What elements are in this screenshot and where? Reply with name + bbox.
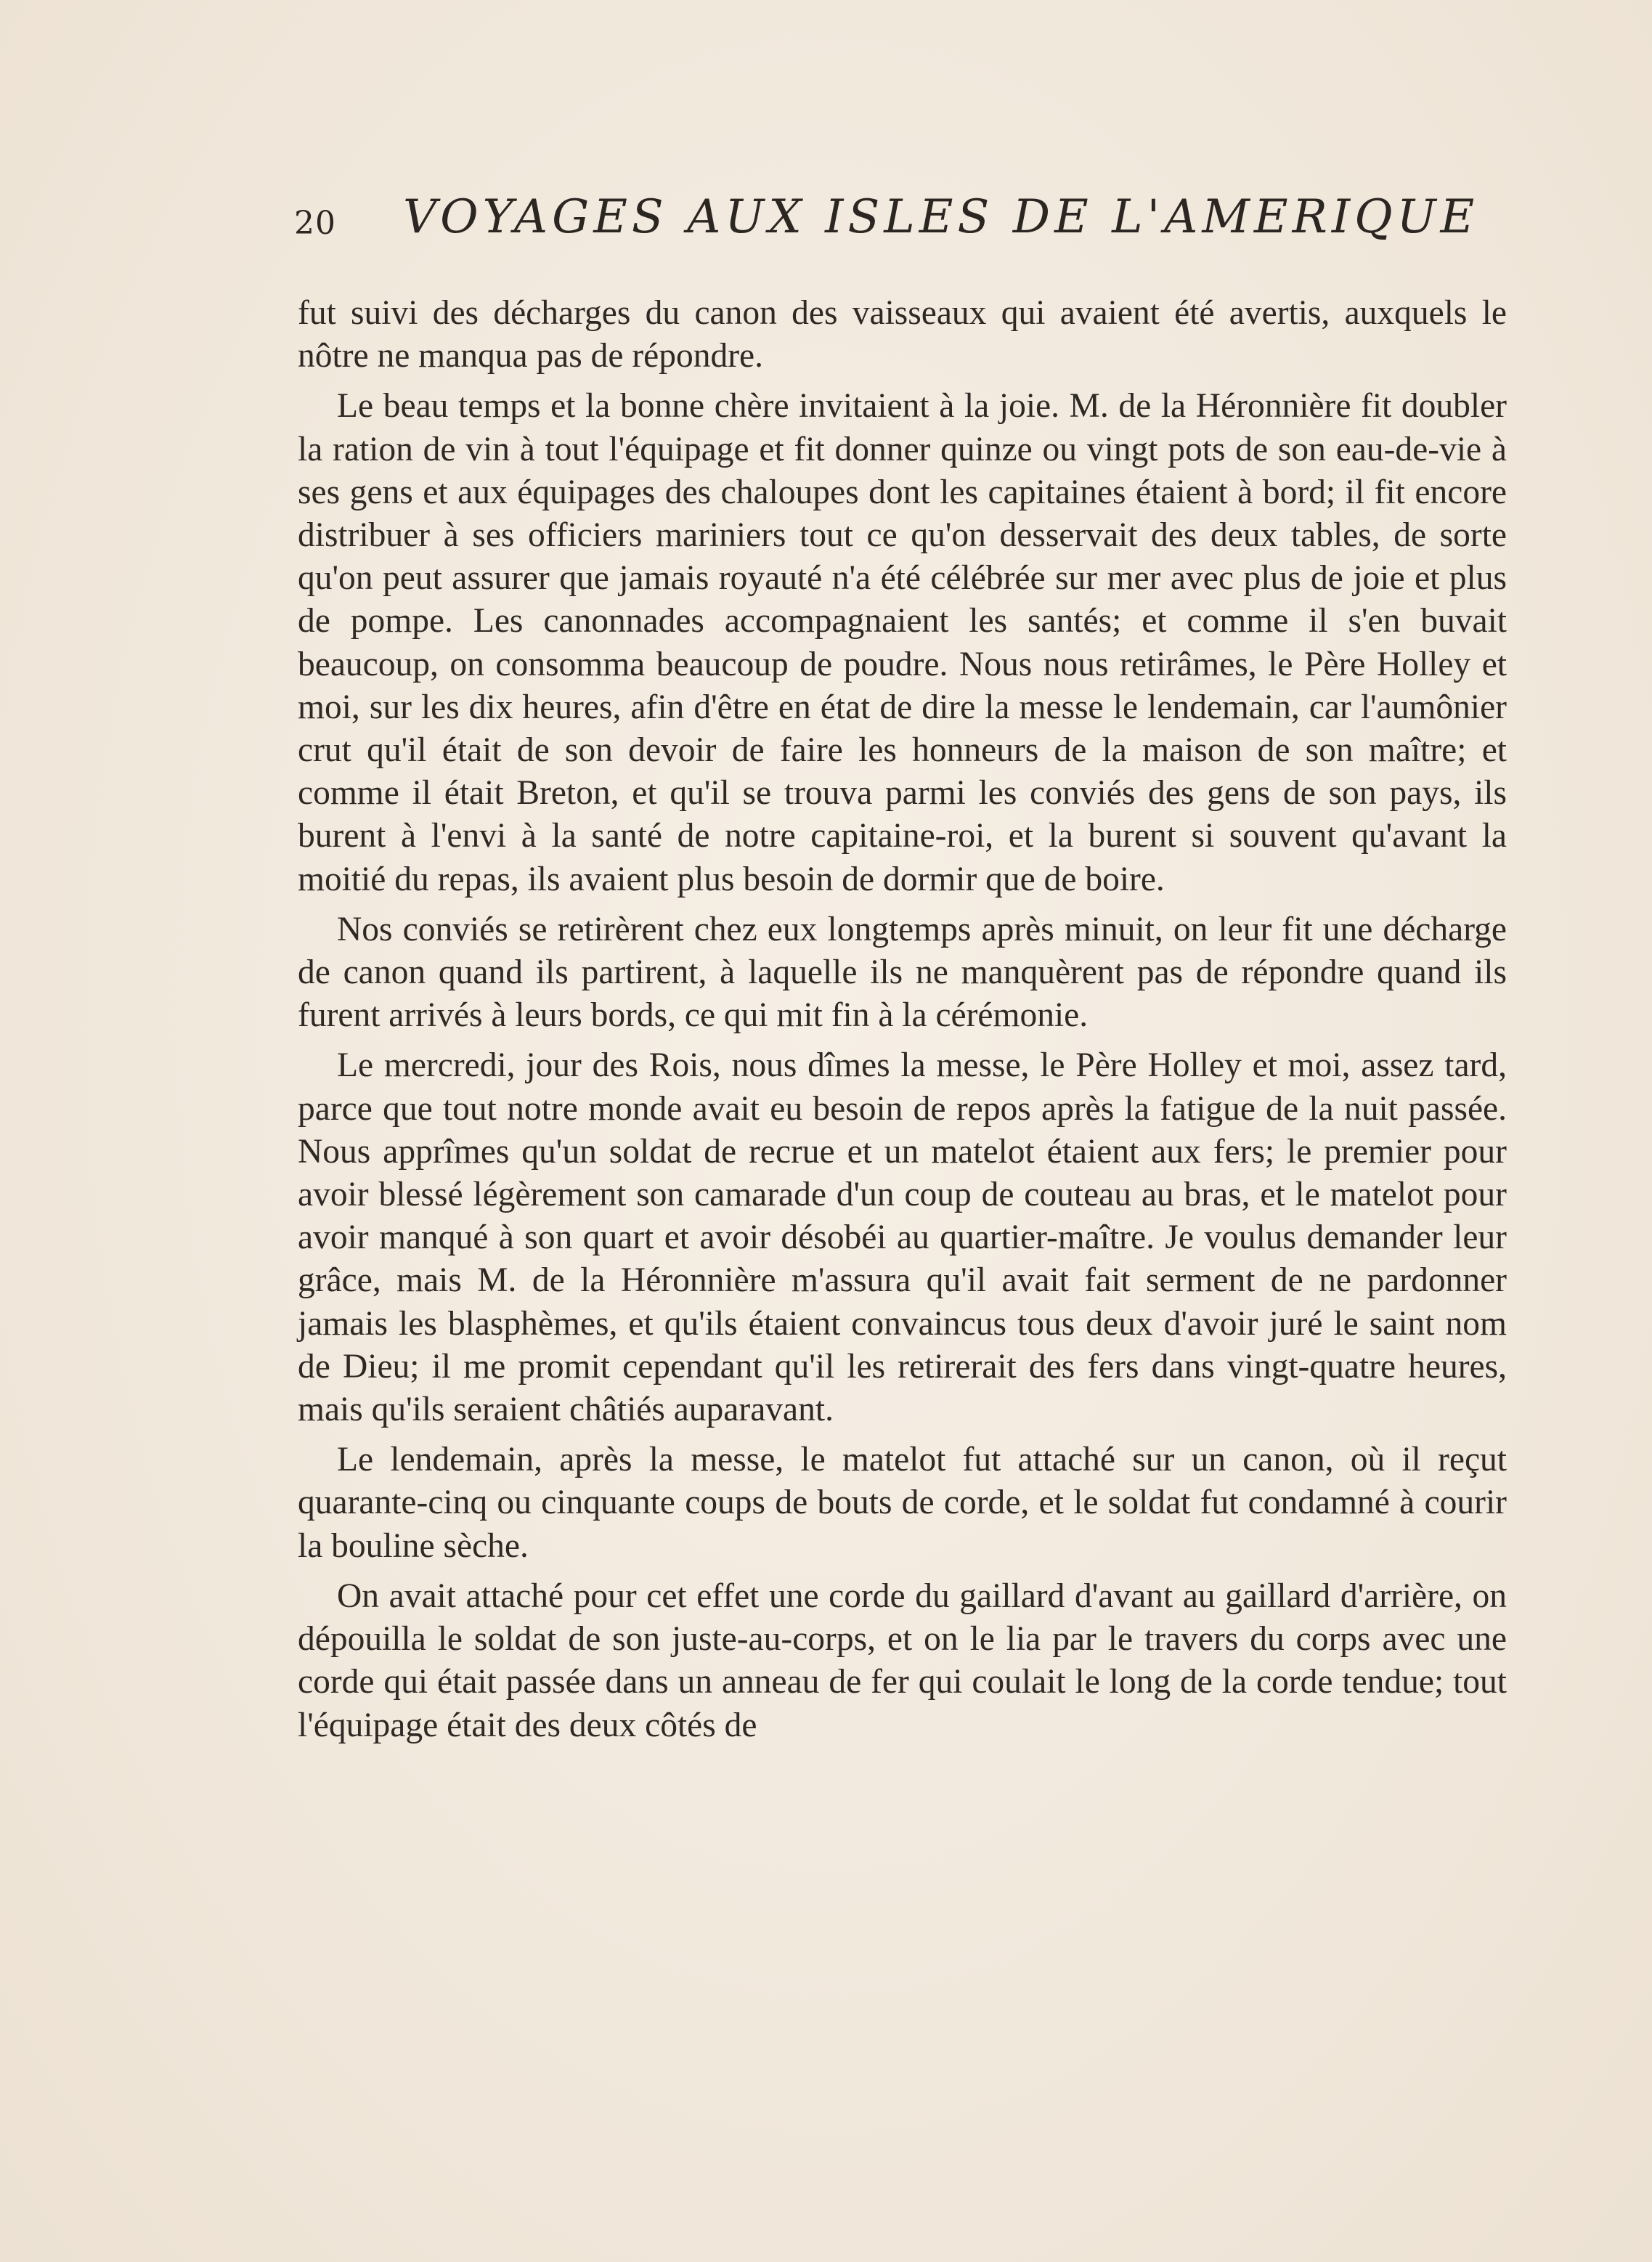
paragraph-5: Le lendemain, après la messe, le matelot fut attaché sur un canon, où il reçut quarante-cinq ou cinquante coups de bouts de corde, et le soldat fut condamné à courir la bouline sèche.: [298, 1441, 1507, 1565]
paragraph-6: On avait attaché pour cet effet une corde du gaillard d'avant au gaillard d'arrière, on dépouilla le soldat de son juste-au-corps, et on le lia par le travers du corps avec une corde qui était passée dans un anneau de fer qui coulait le long de la corde tendue; tout l'équipage était des deux côtés de: [298, 1577, 1507, 1744]
page-number: 20: [294, 205, 336, 242]
paragraph-2: Le beau temps et la bonne chère invitaient à la joie. M. de la Héronnière fit doubler la ration de vin à tout l'équipage et fit donner quinze ou vingt pots de son eau-de-vie à ses gens et aux équipages des chaloupes dont les capitaines étaient à bord; il fit encore distribuer à ses officiers mariniers tout ce qu'on desservait des deux tables, de sorte qu'on peut assurer que jamais royauté n'a été célébrée sur mer avec plus de joie et plus de pompe. Les canonnades accompagnaient les santés; et comme il s'en buvait beaucoup, on consomma beaucoup de poudre. Nous nous retirâmes, le Père Holley et moi, sur les dix heures, afin d'être en état de dire la messe le lendemain, car l'aumônier crut qu'il était de son devoir de faire les honneurs de la maison de son maître; et comme il était Breton, et qu'il se trouva parmi les conviés des gens de son pays, ils burent à l'envi à la santé de notre capitaine-roi, et la burent si souvent qu'avant la moitié du repas, ils avaient plus besoin de dormir que de boire.: [298, 387, 1507, 898]
paragraph-1: fut suivi des décharges du canon des vaisseaux qui avaient été avertis, auxquels le nôtre ne manqua pas de répondre.: [298, 294, 1507, 375]
paragraph-3: Nos conviés se retirèrent chez eux longtemps après minuit, on leur fit une décharge de canon quand ils partirent, à laquelle ils ne manquèrent pas de répondre quand ils furent arrivés à leurs bords, ce qui mit fin à la cérémonie.: [298, 910, 1507, 1035]
body-text: [298, 292, 1507, 1754]
page-header: [294, 190, 1514, 248]
paragraph-4: Le mercredi, jour des Rois, nous dîmes la messe, le Père Holley et moi, assez tard, parce que tout notre monde avait eu besoin de repos après la fatigue de la nuit passée. Nous apprîmes qu'un soldat de recrue et un matelot étaient aux fers; le premier pour avoir blessé légèrement son camarade d'un coup de couteau au bras, et le matelot pour avoir manqué à son quart et avoir désobéi au quartier-maître. Je voulus demander leur grâce, mais M. de la Héronnière m'assura qu'il avait fait serment de ne pardonner jamais les blasphèmes, et qu'ils étaient convaincus tous deux d'avoir juré le saint nom de Dieu; il me promit cependant qu'il les retirerait des fers dans vingt-quatre heures, mais qu'ils seraient châtiés auparavant.: [298, 1046, 1507, 1429]
running-title: VOYAGES AUX ISLES DE L'AMERIQUE: [403, 190, 1479, 244]
